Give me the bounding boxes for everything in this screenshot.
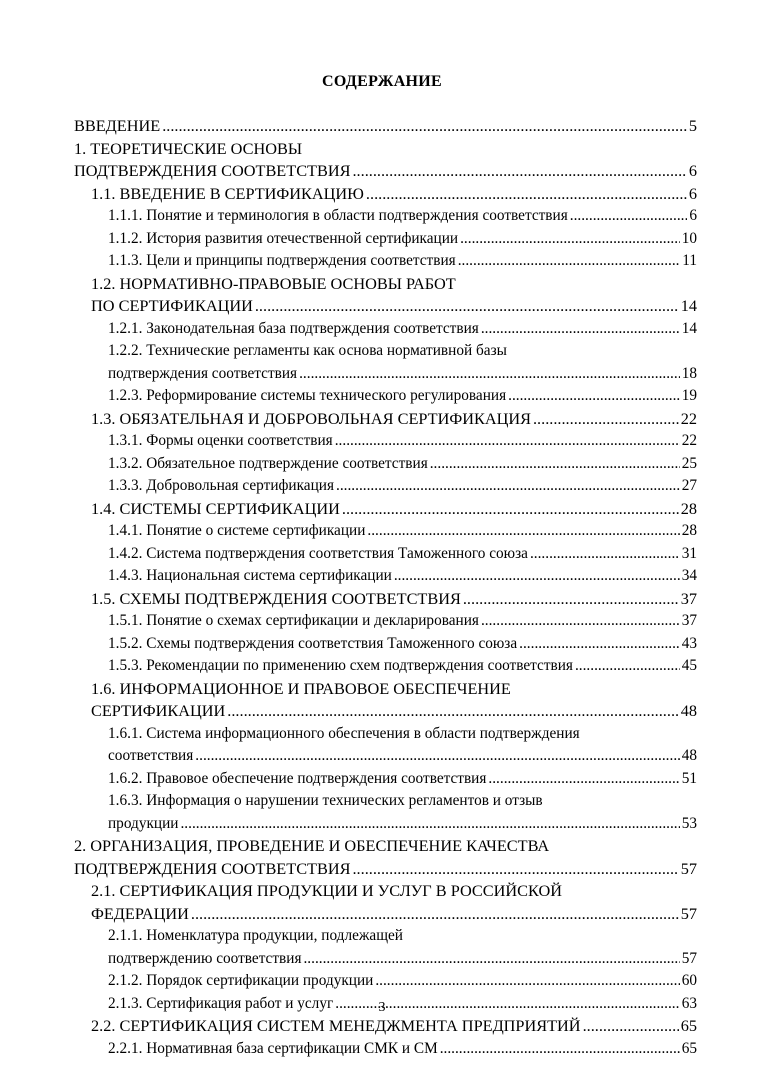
toc-entry[interactable]: [0, 1015, 764, 1038]
toc-entry-title: 1.4.1. Понятие о системе сертификации: [108, 522, 366, 539]
toc-page-number: 22: [680, 408, 697, 428]
toc-entry[interactable]: [0, 205, 764, 228]
toc-entry-title: соответствия: [108, 747, 194, 764]
toc-entry-title: 1.1. ВВЕДЕНИЕ В СЕРТИФИКАЦИЮ: [91, 183, 364, 203]
toc-page-number: 57: [681, 949, 697, 967]
toc-entry-title: 2.2.1. Нормативная база сертификации СМК и СМ: [108, 1039, 438, 1057]
dot-leader: [488, 768, 679, 791]
toc-entry[interactable]: [0, 610, 764, 633]
toc-entry-title: подтверждения соответствия: [108, 364, 298, 382]
dot-leader: [303, 948, 679, 971]
toc-entry-title: 1.2.1. Законодательная база подтверждения соответствия: [108, 319, 479, 337]
toc-entry-title: ФЕДЕРАЦИИ: [91, 903, 189, 923]
toc-entry[interactable]: [0, 970, 764, 993]
toc-page-number: 60: [681, 972, 697, 989]
dot-leader: [481, 318, 680, 341]
toc-entry[interactable]: [0, 1038, 764, 1061]
toc-page-number: 19: [681, 387, 697, 404]
toc-entry-title: 1.5.1. Понятие о схемах сертификации и декларирования: [108, 612, 479, 629]
toc-page-number: 48: [681, 747, 697, 764]
dot-leader: [367, 520, 679, 543]
toc-page-number: 57: [680, 903, 697, 923]
toc-page-number: 25: [681, 454, 697, 472]
dot-leader: [481, 610, 680, 633]
toc-entry-title: 2.2. СЕРТИФИКАЦИЯ СИСТЕМ МЕНЕДЖМЕНТА ПРЕДПРИЯТИЙ: [91, 1016, 581, 1035]
toc-entry-title: 1.4.2. Система подтверждения соответствия Таможенного союза: [108, 544, 528, 562]
toc-entry-title: 1.1.1. Понятие и терминология в области подтверждения соответствия: [108, 207, 568, 224]
dot-leader: [227, 700, 678, 723]
toc-page-number: 43: [681, 634, 697, 652]
toc-entry-title: 1.2.2. Технические регламенты как основа нормативной базы: [108, 342, 507, 359]
toc-entry-title: 1.3.2. Обязательное подтверждение соответствия: [108, 454, 428, 472]
dot-leader: [375, 970, 679, 993]
toc-page-number: 37: [681, 612, 697, 629]
toc-entry[interactable]: [0, 408, 764, 431]
toc-page-number: 22: [681, 432, 697, 449]
toc-entry[interactable]: [0, 250, 764, 273]
toc-entry[interactable]: [0, 678, 764, 723]
table-of-contents: [0, 115, 764, 1060]
dot-leader: [366, 183, 687, 206]
toc-entry-title: 1.6.3. Информация о нарушении технических регламентов и отзыв: [108, 792, 543, 809]
toc-entry[interactable]: [0, 228, 764, 251]
toc-page-number: 53: [681, 814, 697, 832]
dot-leader: [570, 205, 688, 228]
dot-leader: [430, 453, 680, 476]
toc-entry-title: 1.3.3. Добровольная сертификация: [108, 477, 334, 494]
dot-leader: [180, 813, 679, 836]
dot-leader: [583, 1015, 679, 1038]
toc-entry-title: ПОДТВЕРЖДЕНИЯ СООТВЕТСТВИЯ: [74, 858, 351, 878]
toc-entry[interactable]: [0, 385, 764, 408]
dot-leader: [342, 498, 679, 521]
toc-entry-title: 1.4.3. Национальная система сертификации: [108, 567, 392, 584]
dot-leader: [255, 295, 679, 318]
toc-page-number: 10: [681, 229, 697, 247]
toc-entry-title: 2.1. СЕРТИФИКАЦИЯ ПРОДУКЦИИ И УСЛУГ В РОССИЙСКОЙ: [91, 881, 562, 900]
toc-entry[interactable]: [0, 453, 764, 476]
toc-entry-title: 1.2. НОРМАТИВНО-ПРАВОВЫЕ ОСНОВЫ РАБОТ: [91, 273, 456, 293]
toc-entry[interactable]: [0, 588, 764, 611]
toc-page-number: 34: [681, 567, 697, 584]
toc-page-number: 51: [681, 769, 697, 787]
toc-entry[interactable]: [0, 565, 764, 588]
toc-entry-title: 1.1.3. Цели и принципы подтверждения соответствия: [108, 252, 456, 269]
toc-entry-title: 1.2.3. Реформирование системы технического регулирования: [108, 387, 507, 404]
toc-entry-title: 2.1.2. Порядок сертификации продукции: [108, 972, 374, 989]
toc-entry[interactable]: [0, 880, 764, 925]
toc-entry[interactable]: [0, 543, 764, 566]
toc-entry[interactable]: [0, 430, 764, 453]
toc-page-number: 14: [680, 296, 697, 315]
toc-page-number: 27: [681, 477, 697, 494]
dot-leader: [533, 408, 679, 431]
toc-entry[interactable]: [0, 498, 764, 521]
toc-page-number: 65: [680, 1016, 697, 1035]
dot-leader: [336, 475, 680, 498]
toc-entry-title: продукции: [108, 814, 179, 832]
toc-entry[interactable]: [0, 115, 764, 138]
dot-leader: [352, 858, 678, 881]
toc-entry[interactable]: [0, 655, 764, 678]
dot-leader: [463, 588, 679, 611]
toc-entry[interactable]: [0, 340, 764, 385]
toc-entry-title: подтверждению соответствия: [108, 949, 302, 967]
toc-page-number: 45: [681, 657, 697, 674]
toc-page-number: 65: [681, 1039, 697, 1057]
toc-entry[interactable]: [0, 790, 764, 835]
toc-entry[interactable]: [0, 768, 764, 791]
toc-entry-title: 1.6.2. Правовое обеспечение подтверждения соответствия: [108, 769, 487, 787]
toc-entry[interactable]: [0, 520, 764, 543]
toc-entry-title: 2.1.1. Номенклатура продукции, подлежащей: [108, 927, 403, 944]
toc-entry[interactable]: [0, 273, 764, 318]
toc-page-number: 6: [688, 161, 697, 180]
toc-entry-title: ПО СЕРТИФИКАЦИИ: [91, 296, 253, 315]
toc-page-number: 48: [680, 701, 697, 720]
toc-entry[interactable]: [0, 925, 764, 970]
toc-entry-title: СЕРТИФИКАЦИИ: [91, 701, 226, 720]
dot-leader: [394, 565, 680, 588]
toc-entry[interactable]: [0, 475, 764, 498]
toc-entry-title: 1.5. СХЕМЫ ПОДТВЕРЖДЕНИЯ СООТВЕТСТВИЯ: [91, 588, 461, 608]
toc-entry-title: 2. ОРГАНИЗАЦИЯ, ПРОВЕДЕНИЕ И ОБЕСПЕЧЕНИЕ КАЧЕСТВА: [74, 836, 550, 855]
toc-page-number: 11: [682, 252, 697, 269]
toc-page-number: 6: [689, 207, 697, 224]
toc-entry[interactable]: [0, 633, 764, 656]
toc-entry[interactable]: [0, 723, 764, 768]
toc-page-number: 18: [681, 364, 697, 382]
toc-entry[interactable]: [0, 318, 764, 341]
dot-leader: [460, 228, 680, 251]
dot-leader: [519, 633, 680, 656]
toc-entry-title: 1.5.2. Схемы подтверждения соответствия Таможенного союза: [108, 634, 518, 652]
page-number: 3: [378, 1000, 386, 1015]
dot-leader: [195, 745, 679, 768]
dot-leader: [508, 385, 680, 408]
toc-entry-title: 1.6. ИНФОРМАЦИОННОЕ И ПРАВОВОЕ ОБЕСПЕЧЕНИЕ: [91, 678, 511, 698]
dot-leader: [440, 1038, 680, 1061]
toc-page-number: 37: [680, 588, 697, 608]
page-title: СОДЕРЖАНИЕ: [321, 73, 443, 90]
toc-entry-title: 1.4. СИСТЕМЫ СЕРТИФИКАЦИИ: [91, 498, 340, 518]
toc-entry[interactable]: [0, 835, 764, 880]
dot-leader: [162, 115, 687, 138]
toc-entry-title: 1.3. ОБЯЗАТЕЛЬНАЯ И ДОБРОВОЛЬНАЯ СЕРТИФИКАЦИЯ: [91, 408, 531, 428]
toc-page-number: 28: [681, 522, 697, 539]
dot-leader: [352, 160, 686, 183]
toc-entry[interactable]: [0, 138, 764, 183]
toc-entry-title: 1.1.2. История развития отечественной сертификации: [108, 229, 459, 247]
dot-leader: [335, 430, 680, 453]
toc-page-number: 31: [681, 544, 697, 562]
dot-leader: [530, 543, 680, 566]
toc-entry[interactable]: [0, 183, 764, 206]
toc-page-number: 28: [680, 498, 697, 518]
toc-entry-title: ПОДТВЕРЖДЕНИЯ СООТВЕТСТВИЯ: [74, 161, 351, 180]
toc-page-number: 57: [680, 858, 697, 878]
dot-leader: [575, 655, 680, 678]
toc-entry-title: 1.3.1. Формы оценки соответствия: [108, 432, 333, 449]
toc-page-number: 63: [681, 994, 697, 1012]
toc-entry-title: 1. ТЕОРЕТИЧЕСКИЕ ОСНОВЫ: [74, 138, 303, 158]
dot-leader: [191, 903, 679, 926]
toc-entry-title: ВВЕДЕНИЕ: [74, 116, 161, 135]
toc-page-number: 5: [688, 116, 697, 135]
toc-page-number: 14: [681, 319, 697, 337]
toc-page-number: 6: [688, 183, 697, 203]
dot-leader: [458, 250, 681, 273]
toc-entry-title: 2.1.3. Сертификация работ и услуг: [108, 994, 334, 1012]
toc-entry-title: 1.5.3. Рекомендации по применению схем подтверждения соответствия: [108, 657, 573, 674]
dot-leader: [299, 363, 680, 386]
toc-entry-title: 1.6.1. Система информационного обеспечения в области подтверждения: [108, 724, 580, 742]
